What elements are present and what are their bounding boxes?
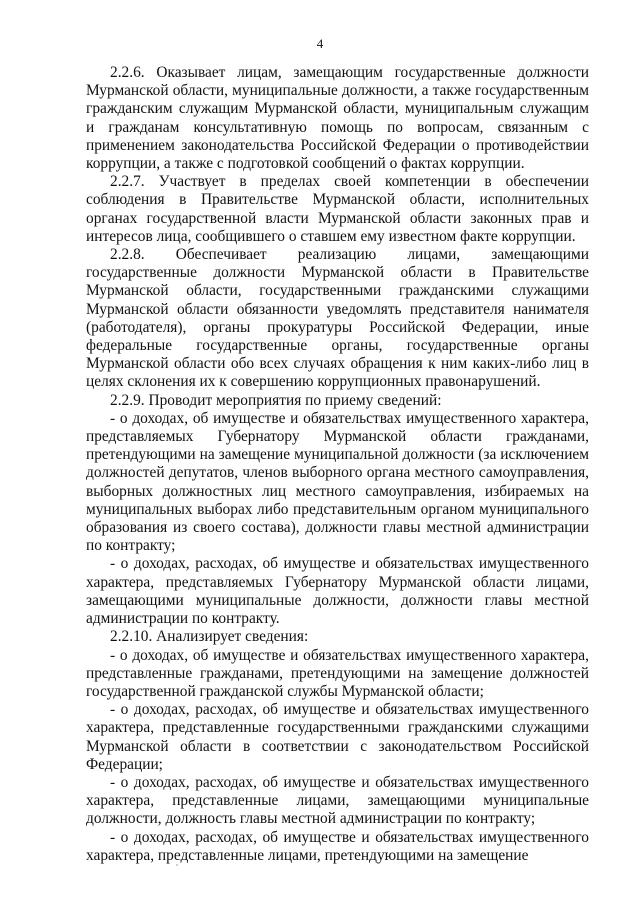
list-item: - о доходах, расходах, об имуществе и обязательствах имущественного характера, представленные государственными гражданскими служащими Мурманской области в соответствии с законодательством Российской Федерации;: [86, 701, 589, 773]
paragraph-2-2-10: 2.2.10. Анализирует сведения:: [110, 628, 309, 646]
list-item: - о доходах, об имуществе и обязательствах имущественного характера, представляемых Губернатору Мурманской области гражданами, претендующими на замещение муниципальной должности (за исключением должностей депутатов, членов выборного органа местного самоуправления, выборных должностных лиц местного самоуправления, избираемых на муниципальных выборах либо представительным органом муниципального образования из своего состава), должности главы местной администрации по контракту;: [86, 409, 589, 555]
list-item: - о доходах, об имуществе и обязательствах имущественного характера, представленные гражданами, претендующими на замещение должностей государственной гражданской службы Мурманской области;: [86, 646, 589, 700]
paragraph-2-2-8: 2.2.8. Обеспечивает реализацию лицами, замещающими государственные должности Мурманской области в Правительстве Мурманской области, государственными гражданскими служащими Мурманской области обязанности уведомлять представителя нанимателя (работодателя), органы прокуратуры Российской Федерации, иные федеральные государственные органы, государственные органы Мурманской области обо всех случаях обращения к ним каких-либо лиц в целях склонения их к совершению коррупционных правонарушений.: [86, 246, 589, 391]
page-number: 4: [316, 36, 324, 51]
scan-speck: [176, 864, 178, 866]
document-body: [86, 64, 589, 865]
paragraph-2-2-7: 2.2.7. Участвует в пределах своей компетенции в обеспечении соблюдения в Правительстве Мурманской области, исполнительных органах государственной власти Мурманской области законных прав и интересов лица, сообщившего о ставшем ему известном факте коррупции.: [86, 173, 589, 245]
list-item: - о доходах, расходах, об имуществе и обязательствах имущественного характера, представленные лицами, замещающими муниципальные должности, должность главы местной администрации по контракту;: [86, 773, 589, 828]
list-item: - о доходах, расходах, об имуществе и обязательствах имущественного характера, представленные лицами, претендующими на замещение: [86, 828, 589, 864]
paragraph-2-2-6: 2.2.6. Оказывает лицам, замещающим государственные должности Мурманской области, муниципальные должности, а также государственным гражданским служащим Мурманской области, муниципальным служащим и гражданам консультативную помощь по вопросам, связанным с применением законодательства Российской Федерации о противодействии коррупции, а также с подготовкой сообщений о фактах коррупции.: [86, 64, 589, 173]
list-item: - о доходах, расходах, об имуществе и обязательствах имущественного характера, представляемых Губернатору Мурманской области лицами, замещающими муниципальные должности, должности главы местной администрации по контракту.: [86, 555, 589, 628]
paragraph-2-2-9: 2.2.9. Проводит мероприятия по приему сведений:: [110, 391, 442, 409]
